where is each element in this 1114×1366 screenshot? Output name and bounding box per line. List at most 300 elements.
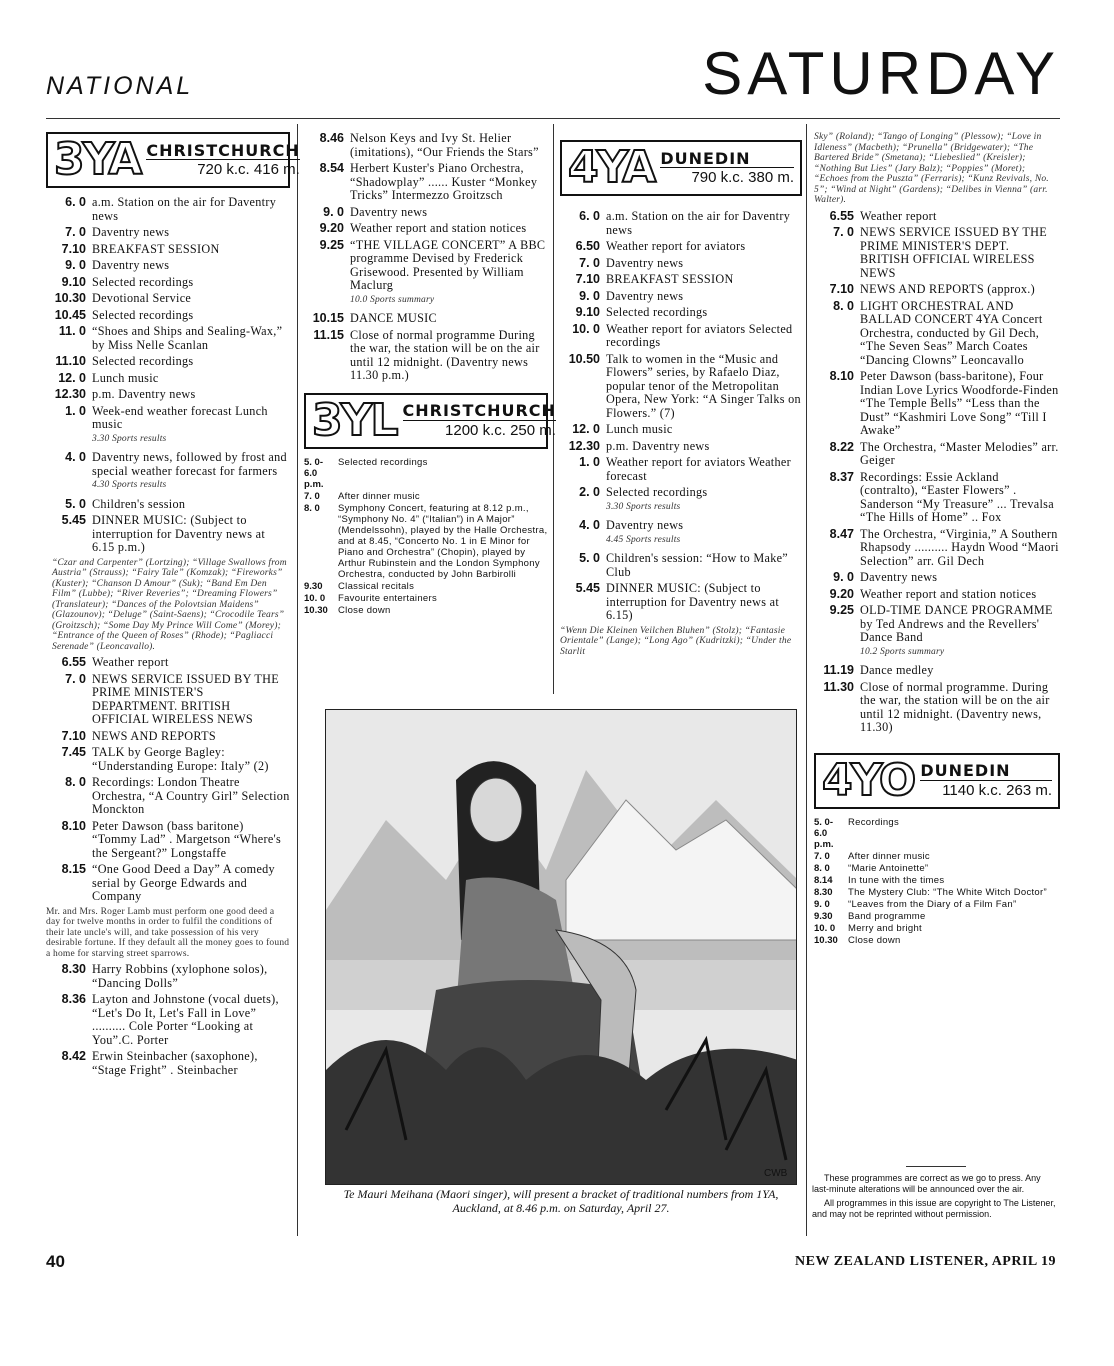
schedule-entry [304,162,548,203]
entry-description [860,441,1060,468]
entry-text: Selected recordings [338,456,428,468]
schedule-entry [304,132,548,159]
entry-text: Daventry news, followed by frost and special weather forecast for farmers [92,450,287,478]
schedule-list [46,196,290,555]
entry-description [848,899,1060,910]
entry-time: 11.15 [313,327,344,342]
schedule-list [814,210,1060,735]
dinner-music-note: “Wenn Die Kleinen Veilchen Bluhen” (Stolz); “Fantasie Orientale” (Lange); “Long Ago” (Kudritzki); “Under the Starlit [560,625,792,657]
schedule-list [304,132,548,383]
entry-time: 7.45 [61,745,86,759]
entry-text: Weather report for aviators Weather forecast [606,455,791,483]
entry-time: 5.45 [61,513,86,527]
entry-description [606,552,802,579]
entry-text: Close of normal programme During the war, the station will be on the air until 12 midnight. (Daventry news 11.30 p.m.) [350,327,540,382]
entry-description [606,519,802,549]
entry-text: DINNER MUSIC: (Subject to interruption for Daventry news at 6.15) [606,581,780,622]
schedule-entry [560,456,802,483]
entry-text: a.m. Station on the air for Daventry news [606,209,791,237]
entry-time: 12. 0 [58,370,86,385]
entry-description [92,292,290,306]
schedule-entry [46,243,290,257]
entry-time: 8.30 [814,886,833,898]
entry-time: 11.30 [823,679,854,694]
entry-time: 9.20 [319,221,344,235]
entry-time: 10.15 [312,311,344,325]
entry-time: 4. 0 [579,518,600,532]
schedule-list [560,210,802,623]
station-frequency: 720 k.c. 416 m. [197,161,300,178]
schedule-entry [560,486,802,516]
entry-description [92,820,290,861]
entry-text: Merry and bright [848,922,922,934]
column-4ya-continued [814,130,1060,947]
entry-note: 3.30 Sports results [606,501,681,512]
entry-text: Weather report for aviators Selected recordings [606,321,793,349]
entry-text: NEWS AND REPORTS (approx.) [860,282,1035,296]
entry-time: 8.30 [61,962,86,976]
schedule-entry [46,226,290,240]
entry-time: 8. 0 [304,502,320,514]
entry-description [860,664,1060,678]
schedule-entry [814,283,1060,297]
entry-time: 9.25 [829,603,854,617]
entry-text: Herbert Kuster's Piano Orchestra, “Shadowplay” ...... Kuster “Monkey Tricks” Intermezzo Groitzsch [350,161,538,202]
entry-time: 2. 0 [579,485,600,499]
dinner-music-note: Sky” (Roland); “Tango of Longing” (Plessow); “Love in Idleness” (Macbeth); “Prunella” (Bridgewater); “The Bartered Bride” (Smetana); “Liebeslied” (Kreisler); “Nothing But Lies” (Jary Balz); “Poppies” (Moret); “Echoes from the Puszta” (Ferraris); “Kunz Revivals, No. 5”; “Wind at Night” (Gardens); “Delibes in Vienna” (arr. Walter). [814,132,1049,205]
schedule-entry [46,388,290,402]
entry-text: The Orchestra, “Master Melodies” arr. Geiger [860,439,1059,467]
entry-description [606,290,802,304]
entry-time: 8. 0 [814,862,830,874]
entry-description [92,309,290,323]
schedule-entry [560,210,802,237]
entry-text: Selected recordings [92,354,194,368]
schedule-entry [46,963,290,990]
entry-text: BREAKFAST SESSION [92,241,220,256]
entry-time: 12. 0 [572,422,600,436]
column-3ya-continued [304,131,556,617]
entry-description [848,817,1060,850]
entry-description [92,1050,290,1077]
entry-text: NEWS AND REPORTS [92,728,216,743]
entry-time: 6.55 [61,655,86,669]
schedule-entry [46,673,290,727]
station-callsign: 4YA [568,142,655,193]
entry-text: “Shoes and Ships and Sealing-Wax,” by Miss Nelle Scanlan [92,324,283,352]
entry-description [848,923,1060,934]
schedule-entry [814,899,1060,910]
schedule-entry [814,863,1060,874]
entry-description [606,323,802,350]
entry-text: Peter Dawson (bass baritone) “Tommy Lad” . Margetson “Where's the Sergeant?” Longstaffe [92,818,282,860]
schedule-entry [46,405,290,449]
station-city: DUNEDIN [660,152,794,169]
entry-description [860,681,1060,735]
entry-time: 9.10 [61,274,86,289]
entry-time: 1. 0 [579,455,600,469]
entry-description [92,963,290,990]
station-city: CHRISTCHURCH [146,140,300,160]
schedule-list-small [304,457,548,616]
entry-time: 8.10 [829,369,854,383]
entry-description [860,528,1060,569]
entry-time: 5. 0-6.0 p.m. [814,816,834,850]
entry-text: Daventry news [606,518,684,532]
schedule-entry [814,935,1060,946]
schedule-entry [814,441,1060,468]
entry-description [350,312,548,326]
entry-description [92,451,290,495]
entry-description [338,491,548,502]
entry-time: 9.10 [575,305,600,319]
entry-time: 9. 0 [579,288,600,303]
entry-description [350,239,548,310]
entry-text: Harry Robbins (xylophone solos), “Dancing Dolls” [92,962,268,990]
schedule-entry [46,820,290,861]
schedule-entry [46,776,290,817]
entry-description [848,875,1060,886]
station-callsign: 3YA [54,134,141,185]
schedule-entry [814,226,1060,280]
entry-time: 8. 0 [65,775,86,789]
page-number: 40 [46,1252,65,1271]
entry-description [860,604,1060,661]
entry-description [606,240,802,254]
entry-description [606,423,802,437]
programme-alteration-note: These programmes are correct as we go to press. Any last-minute alterations will be announced over the air. [812,1173,1041,1194]
entry-text: LIGHT ORCHESTRAL AND BALLAD CONCERT 4YA Concert Orchestra, conducted by Gil Dech, “The Seven Seas” March Coates “Dancing Clowns” Leoncavallo [860,298,1043,367]
schedule-entry [46,196,290,223]
station-logo-3ya [46,132,300,188]
schedule-entry [304,239,548,310]
entry-time: 7.10 [61,241,86,256]
schedule-entry [560,582,802,623]
entry-description [92,514,290,555]
entry-text: “Leaves from the Diary of a Film Fan” [848,898,1017,910]
entry-text: DINNER MUSIC: (Subject to interruption for Daventry news at 6.15 p.m.) [92,513,266,554]
schedule-entry [46,730,290,744]
column-divider-3 [806,124,807,1236]
entry-text: After dinner music [848,850,930,862]
entry-text: Daventry news [606,255,684,270]
column-3ya [46,132,300,1080]
entry-text: p.m. Daventry news [606,438,710,453]
entry-description [338,581,548,592]
schedule-entry [814,528,1060,569]
entry-description [338,503,548,580]
entry-time: 9. 0 [65,258,86,272]
entry-text: Talk to women in the “Music and Flowers” series, by Rafaelo Diaz, popular tenor of the Metropolitan Opera, New York: “A Singer Talks on Flowers.” (7) [606,351,801,420]
entry-description [350,162,548,203]
entry-description [92,863,290,904]
schedule-entry [560,552,802,579]
schedule-entry [560,257,802,271]
entry-description [92,226,290,240]
schedule-entry [560,273,802,287]
entry-description [848,887,1060,898]
section-title: NATIONAL [46,72,194,100]
schedule-entry [304,206,548,220]
station-callsign: 4YO [822,754,915,806]
entry-note: 3.30 Sports results [92,433,167,444]
entry-text: Dance medley [860,663,934,677]
entry-text: Selected recordings [606,305,708,319]
schedule-entry [46,355,290,369]
schedule-entry [814,604,1060,661]
entry-description [92,372,290,386]
entry-text: The Mystery Club: “The White Witch Doctor” [848,886,1047,898]
entry-time: 8.46 [319,131,344,145]
entry-text: Erwin Steinbacher (saxophone), “Stage Fright” . Steinbacher [92,1049,258,1077]
entry-time: 8. 0 [833,298,854,313]
station-frequency: 1140 k.c. 263 m. [942,781,1052,799]
entry-description [606,486,802,516]
entry-time: 9.30 [304,580,323,592]
entry-text: Selected recordings [92,274,194,289]
entry-text: TALK by George Bagley: “Understanding Europe: Italy” (2) [92,745,269,773]
station-logo-4yo [814,753,1060,809]
entry-text: Classical recitals [338,580,415,592]
copyright-note: All programmes in this issue are copyright to The Listener, and may not be reprinted without permission. [812,1198,1056,1219]
schedule-entry [814,588,1060,602]
entry-description [92,259,290,273]
entry-description [606,273,802,287]
entry-description [338,593,548,604]
schedule-entry [46,1050,290,1077]
schedule-entry [304,457,548,490]
schedule-entry [560,306,802,320]
entry-description [92,498,290,512]
schedule-entry [814,370,1060,438]
entry-text: Devotional Service [92,291,192,305]
entry-text: Daventry news [92,258,170,272]
station-callsign: 3YL [312,394,397,446]
station-logo-4ya [560,140,802,196]
entry-text: Lunch music [606,422,673,436]
entry-time: 8.22 [829,439,854,454]
entry-text: Favourite entertainers [338,592,438,604]
entry-time: 10.30 [54,291,86,305]
entry-text: Close down [338,604,391,616]
schedule-entry [814,817,1060,850]
entry-time: 12.30 [54,387,86,401]
entry-text: Close of normal programme. During the war, the station will be on the air until 12 midnight. (Daventry news, 11.30) [860,679,1050,734]
entry-description [92,776,290,817]
schedule-entry [46,746,290,773]
entry-time: 11.10 [55,354,86,368]
entry-time: 10.50 [568,351,600,366]
entry-time: 12.30 [568,438,600,453]
entry-description [350,132,548,159]
schedule-entry [560,353,802,421]
entry-text: Recordings: London Theatre Orchestra, “A Country Girl” Selection Monckton [92,775,290,816]
schedule-entry [304,491,548,502]
entry-text: DANCE MUSIC [350,311,437,325]
entry-text: Weather report and station notices [860,586,1037,601]
schedule-entry [304,312,548,326]
schedule-entry [814,471,1060,525]
schedule-entry [46,656,290,670]
entry-description [92,325,290,352]
entry-time: 7. 0 [65,225,86,239]
entry-time: 7. 0 [304,490,320,502]
entry-text: Children's session [92,496,186,511]
entry-time: 4. 0 [65,450,86,464]
schedule-entry [560,519,802,549]
photo-caption: Te Mauri Meihana (Maori singer), will present a bracket of traditional numbers from 1YA, Auckland, at 8.46 p.m. on Saturday, April 27. [343,1187,779,1215]
schedule-entry [560,240,802,254]
entry-time: 7. 0 [579,255,600,270]
entry-description [92,355,290,369]
entry-time: 9. 0 [814,898,830,910]
schedule-entry [46,514,290,555]
schedule-entry [560,423,802,437]
publication-footer: NEW ZEALAND LISTENER, APRIL 19 [795,1254,1056,1269]
schedule-entry [814,571,1060,585]
schedule-entry [814,681,1060,735]
station-frequency: 790 k.c. 380 m. [691,169,794,186]
entry-time: 6. 0 [579,209,600,223]
station-logo-3yl [304,393,556,449]
column-4ya [560,140,802,661]
entry-time: 10. 0 [814,922,836,934]
entry-description [860,588,1060,602]
entry-text: Weather report [92,655,169,669]
copyright-notice [812,1166,1060,1223]
entry-note: 10.2 Sports summary [860,646,945,657]
entry-text: Daventry news [860,570,938,584]
entry-text: In tune with the times [848,874,945,886]
entry-description [606,257,802,271]
schedule-list [46,656,290,904]
entry-text: Symphony Concert, featuring at 8.12 p.m., “Symphony No. 4” (“Italian”) in A Major” (Mendelssohn), played by the Halle Orchestra, and at 8.45, “Concerto No. 1 in E Minor for Piano and Orchestra” (Chopin), played by Arthur Rubinstein and the London Symphony Orchestra, conducted by John Barbirolli [338,502,548,580]
entry-note: 4.30 Sports results [92,480,167,490]
schedule-entry [814,300,1060,368]
entry-text: Daventry news [350,204,428,219]
entry-text: Weather report for aviators [606,239,746,253]
schedule-entry [304,329,548,383]
station-city: DUNEDIN [920,764,1052,781]
entry-time: 7. 0 [65,671,86,686]
entry-description [92,730,290,744]
entry-description [92,993,290,1047]
entry-description [606,456,802,483]
entry-time: 5. 0 [579,551,600,565]
entry-time: 7.10 [61,728,86,743]
schedule-entry [304,605,548,616]
entry-time: 1. 0 [65,403,86,418]
entry-text: After dinner music [338,490,420,502]
entry-note: 4.45 Sports results [606,534,681,545]
entry-time: 8.15 [61,862,86,876]
schedule-entry [814,875,1060,886]
entry-text: Weather report [860,208,937,223]
entry-time: 9. 0 [833,570,854,584]
entry-text: Lunch music [92,370,159,385]
entry-description [606,306,802,320]
schedule-entry [304,503,548,580]
dinner-music-note: “Czar and Carpenter” (Lortzing); “Village Swallows from Austria” (Strauss); “Fairy Tale” (Komzak); “Fireworks” (Kuster); “Chanson D Amour” (Suk); “Band Em Den Film” (Lubbe); “River Reveries”; “Dreaming Flowers” (Translateur); “Dances of the Polovtsian Maidens” (Glazounov); “Deluge” (Saint-Saens); “Crocodile Tears” (Groitzsch); “Some Day My Prince Will Come” (Morey); “Entrance of the Queen of Roses” (Rhode); “Pagliacci Serenade” (Leoncavallo). [52,557,287,652]
entry-time: 9. 0 [323,204,344,219]
entry-text: OLD-TIME DANCE PROGRAMME by Ted Andrews and the Revellers' Dance Band [860,603,1053,644]
entry-text: Week-end weather forecast Lunch music [92,403,268,431]
column-divider-1 [297,124,298,1236]
station-city: CHRISTCHURCH [402,401,556,420]
entry-time: 7.10 [575,272,600,286]
entry-description [92,673,290,727]
entry-description [860,283,1060,297]
schedule-entry [814,851,1060,862]
schedule-entry [560,323,802,350]
entry-description [350,222,548,236]
schedule-entry [304,593,548,604]
schedule-entry [814,664,1060,678]
entry-description [848,935,1060,946]
entry-text: Recordings: Essie Ackland (contralto), “Easter Flowers” . Sanderson “My Treasure” ... Trevalsa “The Hills of Home” .. Fox [860,469,1054,524]
entry-description [338,605,548,616]
entry-time: 6.50 [575,239,600,253]
entry-time: 10.30 [304,604,328,616]
entry-time: 10.45 [54,307,86,322]
entry-text: “Marie Antoinette” [848,862,929,874]
entry-text: Layton and Johnstone (vocal duets), “Let's Do It, Let's Fall in Love” .......... Cole Porter “Looking at You”.C. Porter [92,992,279,1047]
entry-time: 5.45 [575,581,600,595]
schedule-list [46,963,290,1077]
entry-time: 7.10 [829,282,854,296]
entry-text: NEWS SERVICE ISSUED BY THE PRIME MINISTER'S DEPT. BRITISH OFFICIAL WIRELESS NEWS [860,225,1047,280]
entry-text: a.m. Station on the air for Daventry news [92,195,277,223]
schedule-entry [814,210,1060,224]
entry-time: 11.19 [823,663,854,677]
entry-note: 10.0 Sports summary [350,294,435,305]
entry-time: 9.25 [319,237,344,252]
entry-time: 9.20 [829,586,854,601]
entry-text: Band programme [848,910,926,922]
schedule-entry [46,276,290,290]
notice-rule [906,1166,966,1167]
entry-description [92,656,290,670]
entry-time: 7. 0 [814,850,830,862]
entry-text: Children's session: “How to Make” Club [606,551,789,579]
entry-time: 8.47 [829,526,854,541]
entry-time: 8.14 [814,874,833,886]
schedule-entry [560,290,802,304]
entry-text: “One Good Deed a Day” A comedy serial by George Edwards and Company [92,862,275,903]
entry-time: 8.42 [61,1049,86,1063]
schedule-entry [46,259,290,273]
entry-time: 10.30 [814,934,838,946]
entry-text: Peter Dawson (bass-baritone), Four Indian Love Lyrics Woodforde-Finden “The Temple Bells” “Less than the Dust” “Kashmiri Love Song” “Till I Awake” [860,369,1059,437]
day-title: SATURDAY [702,40,1060,107]
entry-description [606,582,802,623]
entry-description [606,440,802,454]
entry-text: Selected recordings [92,307,194,322]
entry-time: 8.36 [61,992,86,1006]
entry-description [92,196,290,223]
entry-text: Selected recordings [606,485,708,499]
entry-description [92,388,290,402]
schedule-entry [46,292,290,306]
schedule-entry [46,309,290,323]
entry-time: 5. 0 [65,496,86,511]
header-rule [46,118,1060,119]
entry-description [350,206,548,220]
entry-time: 5. 0-6.0 p.m. [304,456,324,490]
schedule-entry [560,440,802,454]
entry-text: “THE VILLAGE CONCERT” A BBC programme Devised by Frederick Grisewood. Presented by William Maclurg [350,237,546,292]
schedule-entry [46,498,290,512]
